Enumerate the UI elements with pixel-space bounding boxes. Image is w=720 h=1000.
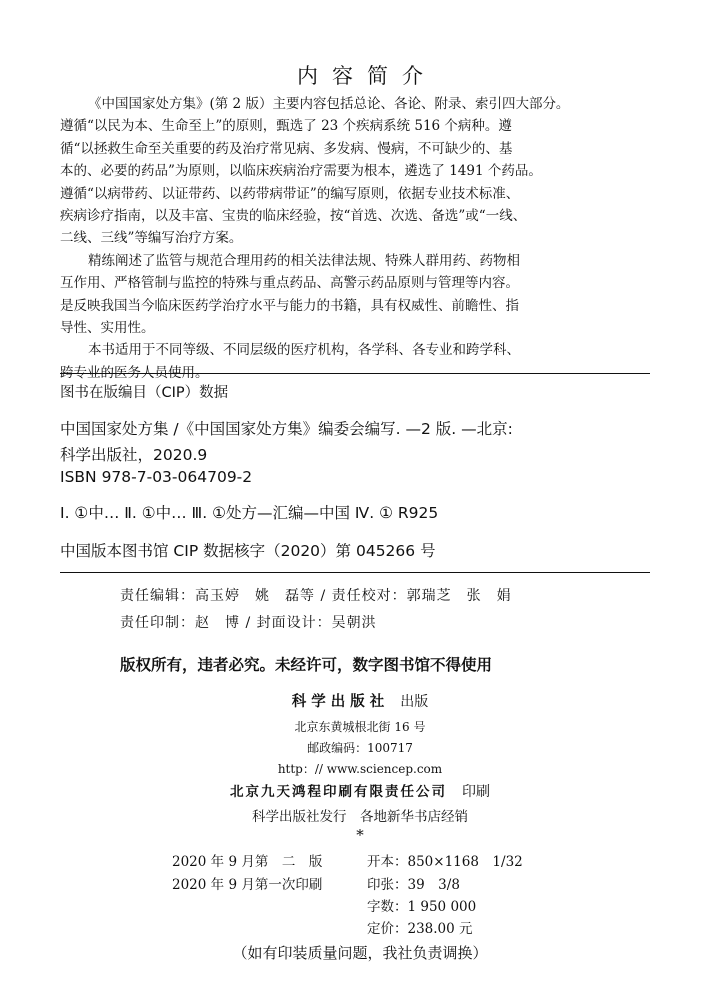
printer-name: 北京九天鸿程印刷有限责任公司: [229, 784, 447, 800]
publisher-address: 北京东黄城根北街 16 号: [294, 720, 426, 734]
cip-bibliographic-line: 中国国家处方集 /《中国国家处方集》编委会编写. —2 版. —北京:: [60, 420, 513, 438]
publisher-name: 科学出版社: [291, 693, 390, 710]
summary-line: 互作用、严格管制与监控的特殊与重点药品、高警示药品原则与管理等内容。: [60, 275, 519, 292]
summary-line: 精练阐述了监管与规范合理用药的相关法律法规、特殊人群用药、药物相: [88, 252, 520, 269]
cip-number: 中国版本图书馆 CIP 数据核字（2020）第 045266 号: [60, 542, 436, 560]
summary-line: 本的、必要的药品”为原则，以临床疾病治疗需要为根本，遴选了 1491 个药品。: [60, 163, 542, 180]
summary-line: 本书适用于不同等级、不同层级的医疗机构，各学科、各专业和跨学科、: [88, 342, 520, 359]
summary-body: [60, 93, 656, 384]
summary-line: 跨专业的医务人员使用。: [60, 364, 209, 381]
summary-line: 导性、实用性。: [60, 320, 155, 337]
summary-line: 是反映我国当今临床医药学治疗水平与能力的书籍，具有权威性、前瞻性、指: [60, 297, 519, 314]
publisher-website: http：// www.sciencep.com: [277, 762, 443, 776]
book-format: 开本：850×1168 1/32: [367, 854, 523, 870]
copyright-notice: 版权所有，违者必究。未经许可，数字图书馆不得使用: [120, 656, 493, 674]
summary-line: 《中国国家处方集》(第 2 版）主要内容包括总论、各论、附录、索引四大部分。: [88, 96, 570, 112]
word-count: 字数：1 950 000: [367, 899, 477, 915]
cip-classification: Ⅰ. ①中… Ⅱ. ①中… Ⅲ. ①处方—汇编—中国 Ⅳ. ① R925: [60, 504, 439, 522]
cip-publisher-line: 科学出版社，2020.9: [60, 446, 208, 464]
cip-heading: 图书在版编目（CIP）数据: [60, 385, 229, 401]
printed-sheets: 印张：39 3/8: [367, 877, 460, 893]
divider-bottom: [60, 572, 650, 573]
summary-line: 疾病诊疗指南，以及丰富、宝贵的临床经验，按“首选、次选、备选”或“一线、: [60, 208, 527, 225]
summary-line: 遵循“以民为本、生命至上”的原则，甄选了 23 个疾病系统 516 个病种。遵: [60, 118, 512, 135]
cip-isbn: ISBN 978-7-03-064709-2: [60, 468, 253, 486]
spec-row-edition: [172, 850, 523, 870]
summary-title: 内容简介: [297, 64, 437, 88]
distribution-line: 科学出版社发行 各地新华书店经销: [252, 809, 468, 825]
print-date: 2020 年 9 月第一次印刷: [172, 877, 323, 893]
credits-production: 责任印制：赵 博 / 封面设计：吴朝洪: [120, 615, 377, 631]
publisher-line: [0, 690, 720, 711]
publisher-role: 出版: [400, 694, 429, 710]
separator-asterisk: *: [356, 826, 364, 844]
summary-line: 循“以拯救生命至关重要的药及治疗常见病、多发病、慢病，不可缺少的、基: [60, 140, 513, 157]
divider-top: [60, 373, 650, 374]
price: 定价：238.00 元: [367, 921, 473, 937]
printer-line: [0, 780, 720, 801]
credits-editors: 责任编辑：高玉婷 姚 磊等 / 责任校对：郭瑞芝 张 娟: [120, 588, 512, 604]
publisher-postcode: 邮政编码：100717: [307, 741, 413, 755]
summary-line: 二线、三线”等编写治疗方案。: [60, 230, 243, 247]
summary-line: 遵循“以病带药、以证带药、以药带病带证”的编写原则，依据专业技术标准、: [60, 185, 520, 202]
spec-row-printing: [172, 873, 460, 893]
edition-date: 2020 年 9 月第 二 版: [172, 854, 323, 870]
printer-role: 印刷: [462, 784, 491, 800]
quality-notice: （如有印装质量问题，我社负责调换）: [232, 944, 488, 962]
